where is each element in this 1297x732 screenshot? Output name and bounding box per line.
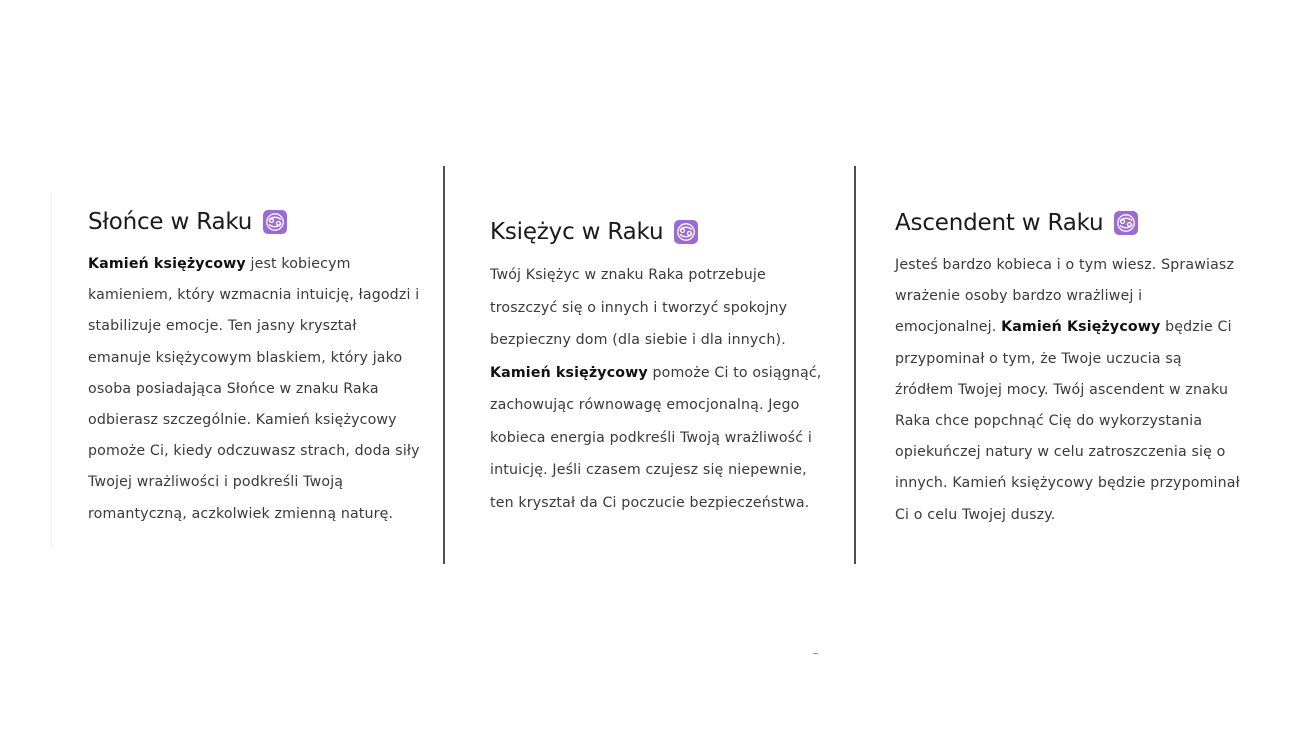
ascendant-in-cancer-title: Ascendent w Raku — [895, 210, 1104, 236]
ascendant-in-cancer-description — [895, 250, 1240, 531]
moon-in-cancer-description — [490, 259, 830, 519]
column-divider-right — [854, 166, 856, 564]
cancer-zodiac-icon — [674, 220, 698, 244]
moonstone-highlight: Kamień księżycowy — [88, 256, 246, 272]
cancer-zodiac-icon — [1114, 211, 1138, 235]
column-divider-middle — [443, 166, 445, 564]
ascendant-in-cancer-section — [895, 206, 1240, 531]
sun-in-cancer-section — [88, 205, 423, 530]
moonstone-highlight: Kamień Księżycowy — [1001, 319, 1161, 336]
moon-in-cancer-heading — [490, 215, 830, 249]
column-divider-left — [51, 192, 52, 548]
sun-in-cancer-description — [88, 249, 423, 530]
moon-in-cancer-text-before: Twój Księżyc w znaku Raka potrzebuje troszczyć się o innych i tworzyć spokojny bezpieczny dom (dla siebie i dla innych). — [490, 267, 788, 348]
moonstone-highlight: Kamień księżycowy — [490, 364, 648, 381]
moon-in-cancer-section — [490, 215, 830, 519]
sun-in-cancer-text: jest kobiecym kamieniem, który wzmacnia intuicję, łagodzi i stabilizuje emocje. Ten jasny kryształ emanuje księżycowym blaskiem, który jako osoba posiadająca Słońce w znaku Raka odbierasz szczególnie. Kamień księżycowy pomoże Ci, kiedy odczuwasz strach, doda siły Twojej wrażliwości i podkreśli Twoją romantyczną, aczkolwiek zmienną naturę. — [88, 256, 420, 522]
moon-in-cancer-text-after: pomoże Ci to osiągnąć, zachowując równowagę emocjonalną. Jego kobieca energia podkreśli Twoją wrażliwość i intuicję. Jeśli czasem czujesz się niepewnie, ten kryształ da Ci poczucie bezpieczeństwa. — [490, 364, 822, 511]
sun-in-cancer-heading — [88, 205, 423, 239]
ascendant-in-cancer-text-before: Jesteś bardzo kobieca i o tym wiesz. Sprawiasz wrażenie osoby bardzo wrażliwej i emocjonalnej. — [895, 257, 1235, 336]
cancer-zodiac-icon — [263, 210, 287, 234]
moon-in-cancer-title: Księżyc w Raku — [490, 219, 664, 245]
sun-in-cancer-title: Słońce w Raku — [88, 209, 253, 235]
decorative-dash — [813, 653, 818, 654]
ascendant-in-cancer-heading — [895, 206, 1240, 240]
ascendant-in-cancer-text-after: będzie Ci przypominał o tym, że Twoje uczucia są źródłem Twojej mocy. Twój ascendent w znaku Raka chce popchnąć Cię do wykorzystania opiekuńczej natury w celu zatroszczenia się o innych. Kamień księżycowy będzie przypominał Ci o celu Twojej duszy. — [895, 319, 1240, 523]
